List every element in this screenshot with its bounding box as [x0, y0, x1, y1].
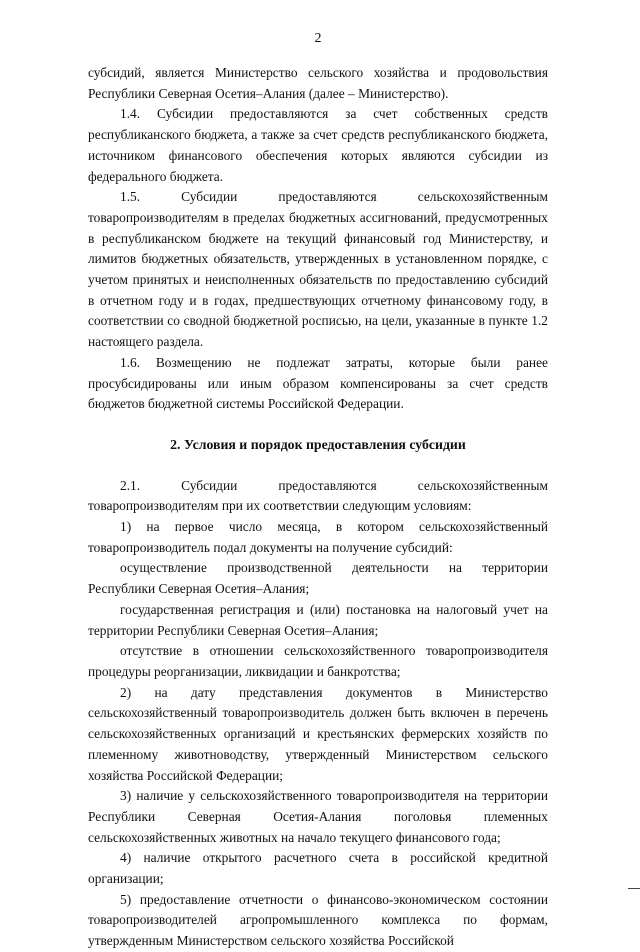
paragraph-1-4: 1.4. Субсидии предоставляются за счет собственных средств республиканского бюджета, а также за счет средств республиканского бюджета, источником финансового обеспечения которых являются субсидии из федерального бюджета.: [88, 106, 548, 184]
condition-1-no-bankruptcy: отсутствие в отношении сельскохозяйственного товаропроизводителя процедуры реорганизации, ликвидации и банкротства;: [88, 643, 548, 679]
spacer: [88, 415, 548, 435]
condition-1-registration: государственная регистрация и (или) постановка на налоговый учет на территории Республики Северная Осетия–Алания;: [88, 601, 548, 638]
condition-1: 1) на первое число месяца, в котором сельскохозяйственный товаропроизводитель подал документы на получение субсидий:: [88, 519, 548, 555]
condition-1-activity: осуществление производственной деятельности на территории Республики Северная Осетия–Алания;: [88, 560, 548, 597]
document-body: [88, 63, 548, 952]
section-heading: 2. Условия и порядок предоставления субсидии: [170, 436, 466, 452]
condition-3: 3) наличие у сельскохозяйственного товаропроизводителя на территории Республики Северная Осетия-Алания поголовья племенных сельскохозяйственных животных на начало текущего финансового года;: [88, 788, 548, 845]
spacer: [88, 456, 548, 476]
paragraph-1-6: 1.6. Возмещению не подлежат затраты, которые были ранее просубсидированы или иным образом компенсированы за счет средств бюджетов бюджетной системы Российской Федерации.: [88, 354, 548, 412]
paragraph-continuation: субсидий, является Министерство сельского хозяйства и продовольствия Республики Северная Осетия–Алания (далее – Министерство).: [88, 65, 548, 101]
paragraph-1-5: 1.5. Субсидии предоставляются сельскохозяйственным товаропроизводителям в пределах бюджетных ассигнований, предусмотренных в республиканском бюджете на текущий финансовый год Министерству, и лимитов бюджетных обязательств, утвержденных в установленном порядке, с учетом принятых и неисполненных обязательств по предоставлению субсидий в отчетном году и в годах, предшествующих отчетному финансовому году, в соответствии со сводной бюджетной росписью, на цели, указанные в пункте 1.2 настоящего раздела.: [88, 189, 548, 350]
scan-edge-mark: [628, 888, 640, 889]
condition-4: 4) наличие открытого расчетного счета в российской кредитной организации;: [88, 850, 548, 887]
paragraph-2-1: 2.1. Субсидии предоставляются сельскохозяйственным товаропроизводителям при их соответствии следующим условиям:: [88, 477, 548, 514]
condition-5: 5) предоставление отчетности о финансово-экономическом состоянии товаропроизводителей агропромышленного комплекса по формам, утвержденным Министерством сельского хозяйства Российской: [88, 891, 548, 949]
condition-2: 2) на дату представления документов в Министерство сельскохозяйственный товаропроизводитель должен быть включен в перечень сельскохозяйственных организаций и крестьянских фермерских хозяйств по племенному животноводству, утвержденный Министерством сельского хозяйства Российской Федерации;: [88, 684, 548, 783]
page-number: 2: [314, 31, 322, 46]
